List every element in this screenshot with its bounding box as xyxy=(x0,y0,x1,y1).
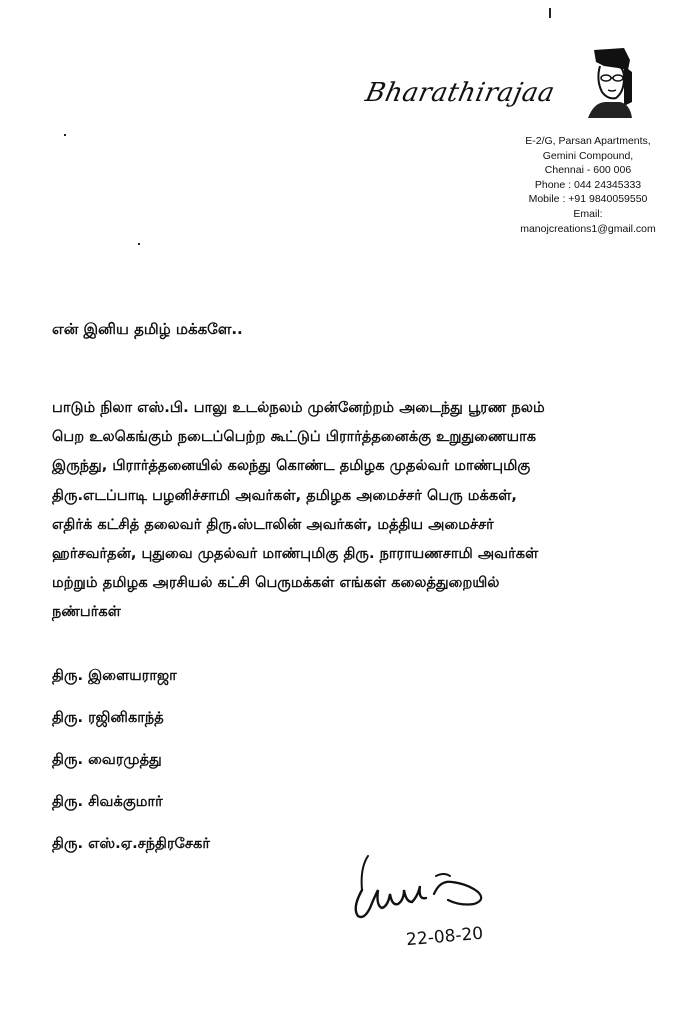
letterhead-address xyxy=(520,134,656,236)
portrait-image xyxy=(584,46,634,118)
name-item: திரு. இளையராஜா xyxy=(52,667,177,684)
letter-body xyxy=(52,393,632,627)
address-line: E-2/G, Parsan Apartments, xyxy=(525,135,651,147)
address-line: Gemini Compound, xyxy=(542,149,634,162)
name-item: திரு. வைரமுத்து xyxy=(52,751,162,768)
address-email-label: Email: xyxy=(573,207,603,220)
body-line: பெற உலகெங்கும் நடைப்பெற்ற கூட்டுப் பிரார்த்தனைக்கு உறுதுணையாக xyxy=(52,428,537,446)
name-item: திரு. சிவக்குமார் xyxy=(52,793,163,810)
body-line: நண்பர்கள் xyxy=(52,603,121,621)
body-line: மற்றும் தமிழக அரசியல் கட்சி பெருமக்கள் எங்கள் கலைத்துறையில் xyxy=(52,574,500,592)
body-line: இருந்து, பிரார்த்தனையில் கலந்து கொண்ட தமிழக முதல்வர் மாண்புமிகு xyxy=(52,457,531,475)
body-line: ஹர்சவர்தன், புதுவை முதல்வர் மாண்புமிகு திரு. நாராயணசாமி அவர்கள் xyxy=(52,545,539,563)
address-phone: Phone : 044 24345333 xyxy=(534,178,642,191)
scan-mark xyxy=(549,8,551,18)
address-line: Chennai - 600 006 xyxy=(544,164,632,177)
address-mobile: Mobile : +91 9840059550 xyxy=(528,193,648,206)
signature-date: 22-08-20 xyxy=(405,923,484,950)
body-line: எதிர்க் கட்சித் தலைவர் திரு.ஸ்டாலின் அவர்கள், மத்திய அமைச்சர் xyxy=(52,515,494,533)
scan-speck xyxy=(64,134,66,136)
name-item: திரு. எஸ்.ஏ.சந்திரசேகர் xyxy=(52,835,210,852)
body-line: திரு.எடப்பாடி பழனிச்சாமி அவர்கள், தமிழக அமைச்சர் பெரு மக்கள், xyxy=(52,486,517,504)
body-line: பாடும் நிலா எஸ்.பி. பாலு உடல்நலம் முன்னேற்றம் அடைந்து பூரண நலம் xyxy=(52,399,545,416)
names-list xyxy=(52,666,210,876)
letterhead-logo: Bharathirajaa xyxy=(362,78,558,108)
name-item: திரு. ரஜினிகாந்த் xyxy=(52,709,164,726)
handwritten-signature xyxy=(348,850,528,950)
letter-greeting: என் இனிய தமிழ் மக்களே.. xyxy=(52,320,243,338)
scan-speck xyxy=(138,243,140,245)
address-email: manojcreations1@gmail.com xyxy=(520,222,656,235)
